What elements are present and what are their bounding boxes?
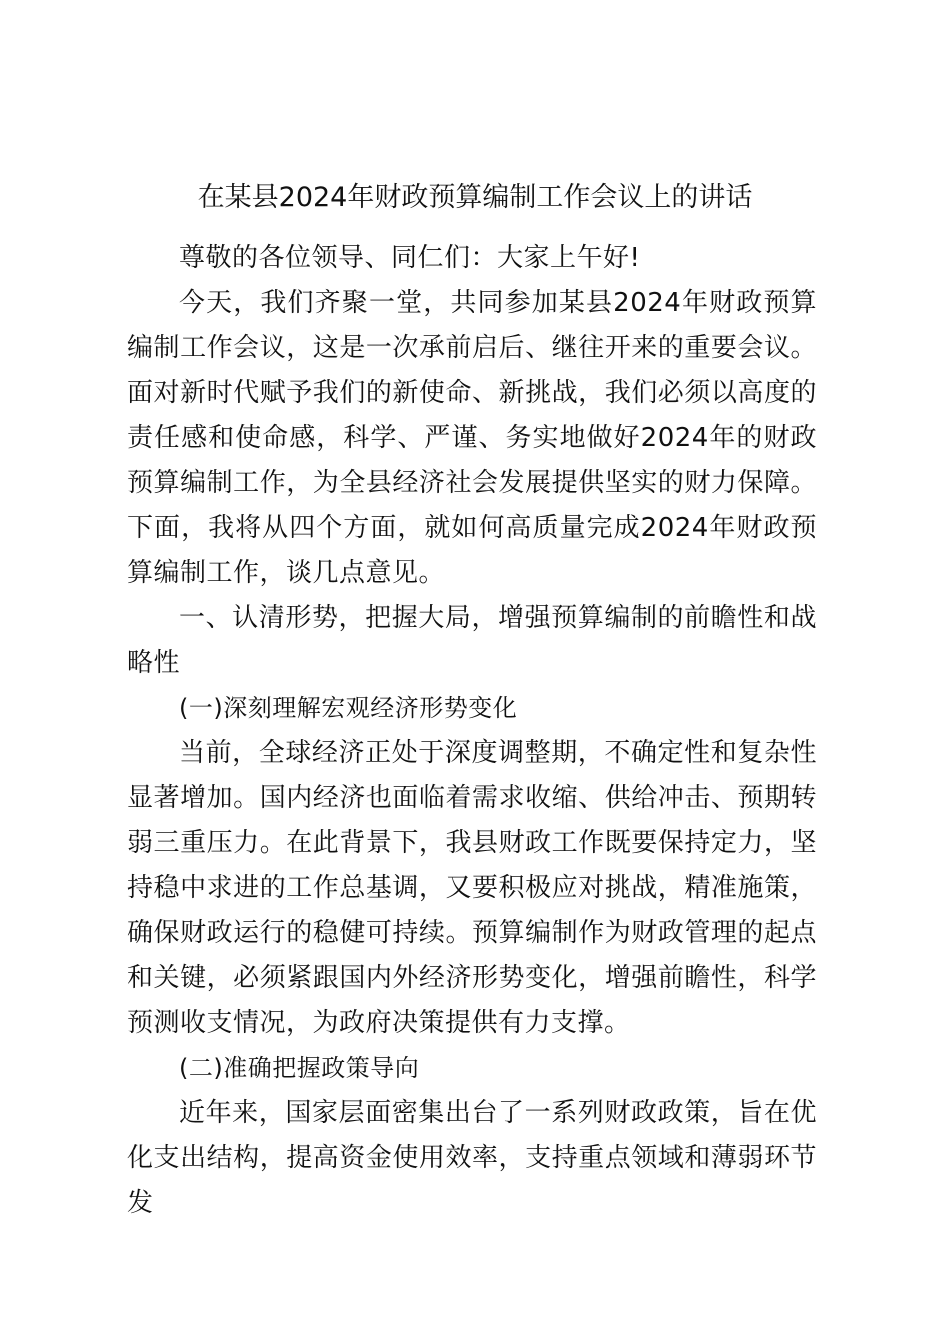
greeting-paragraph: 尊敬的各位领导、同仁们：大家上午好! — [179, 243, 641, 273]
subsection-heading-2: (二)准确把握政策导向 — [179, 1054, 420, 1082]
section-heading-1: 一、认清形势，把握大局，增强预算编制的前瞻性和战略性 — [127, 603, 817, 678]
document-body — [127, 236, 817, 1226]
intro-paragraph: 今天，我们齐聚一堂，共同参加某县2024年财政预算编制工作会议，这是一次承前启后、继往开来的重要会议。面对新时代赋予我们的新使命、新挑战，我们必须以高度的责任感和使命感，科学、严谨、务实地做好2024年的财政预算编制工作，为全县经济社会发展提供坚实的财力保障。下面，我将从四个方面，就如何高质量完成2024年财政预算编制工作，谈几点意见。 — [127, 288, 817, 588]
document-title: 在某县2024年财政预算编制工作会议上的讲话 — [197, 182, 753, 213]
subsection-1-paragraph: 当前，全球经济正处于深度调整期，不确定性和复杂性显著增加。国内经济也面临着需求收缩、供给冲击、预期转弱三重压力。在此背景下，我县财政工作既要保持定力，坚持稳中求进的工作总基调，又要积极应对挑战，精准施策，确保财政运行的稳健可持续。预算编制作为财政管理的起点和关键，必须紧跟国内外经济形势变化，增强前瞻性，科学预测收支情况，为政府决策提供有力支撑。 — [127, 738, 817, 1038]
subsection-heading-1: (一)深刻理解宏观经济形势变化 — [179, 694, 518, 722]
subsection-2-paragraph: 近年来，国家层面密集出台了一系列财政政策，旨在优化支出结构，提高资金使用效率，支持重点领域和薄弱环节发 — [127, 1098, 817, 1218]
